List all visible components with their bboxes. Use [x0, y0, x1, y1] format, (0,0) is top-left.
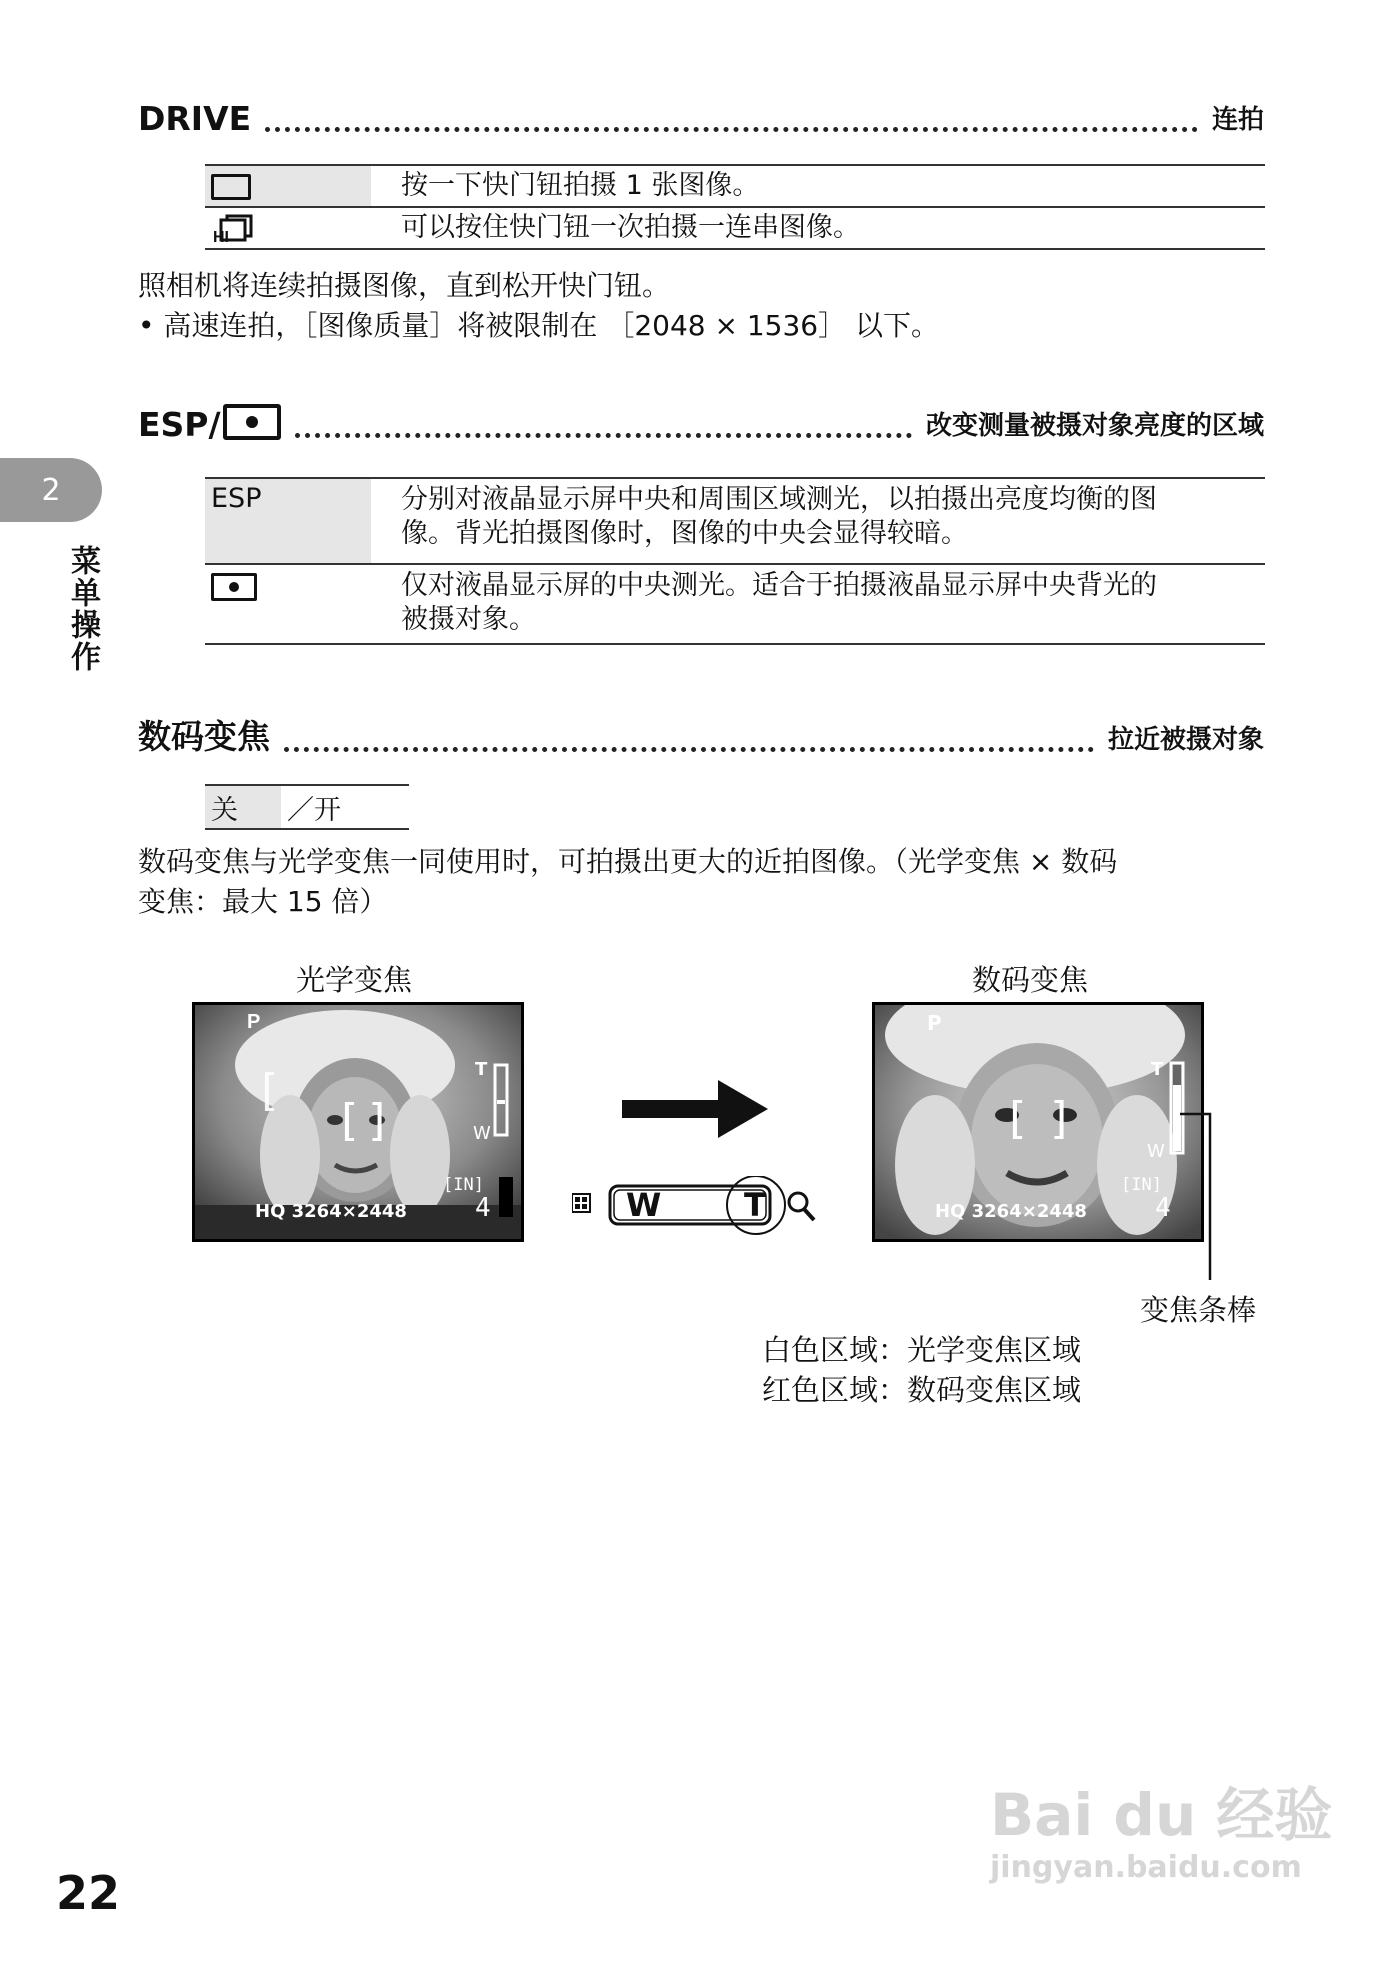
dot-leader [284, 747, 1094, 752]
option-key [205, 165, 371, 207]
dot-leader [295, 433, 912, 438]
drive-note: 照相机将连续拍摄图像，直到松开快门钮。 [138, 269, 671, 302]
svg-text:]: ] [365, 1095, 392, 1146]
table-row [205, 478, 1265, 564]
desc-line: 仅对液晶显示屏的中央测光。适合于拍摄液晶显示屏中央背光的 [401, 570, 1157, 601]
option-on: ／开 [281, 785, 409, 829]
zoom-lever-graphic [572, 1176, 822, 1236]
table-row [205, 207, 1265, 249]
esp-right-label: 改变测量被摄对象亮度的区域 [925, 411, 1264, 441]
digital-zoom-heading [138, 712, 1264, 758]
zoom-bar-callout-line [1180, 1112, 1220, 1282]
watermark-brand: Bai du 经验 [990, 1781, 1333, 1849]
drive-title: DRIVE [138, 99, 252, 138]
digital-zoom-options [205, 784, 409, 830]
red-area-legend: 红色区域：数码变焦区域 [762, 1373, 1082, 1407]
digital-zoom-caption: 数码变焦 [972, 963, 1089, 997]
zoom-t-label: T [475, 1059, 488, 1080]
optical-zoom-screen [192, 1002, 524, 1242]
watermark-url: jingyan.baidu.com [990, 1850, 1302, 1885]
digital-zoom-desc-1: 数码变焦与光学变焦一同使用时，可拍摄出更大的近拍图像。（光学变焦 × 数码 [138, 845, 1118, 878]
digital-zoom-desc-2: 变焦：最大 15 倍） [138, 885, 388, 918]
arrow-right-icon [622, 1080, 768, 1138]
dot-leader [265, 127, 1198, 132]
option-desc: 可以按住快门钮一次拍摄一连串图像。 [371, 207, 1265, 249]
svg-text:[: [ [1003, 1093, 1030, 1144]
desc-line: 被摄对象。 [401, 604, 536, 635]
option-desc [371, 478, 1265, 564]
digital-zoom-title: 数码变焦 [138, 717, 270, 756]
digital-zoom-screen [872, 1002, 1204, 1242]
chapter-number: 2 [41, 472, 61, 508]
drive-heading [138, 92, 1264, 138]
zoom-w-label: W [1147, 1141, 1165, 1162]
table-row [205, 564, 1265, 644]
desc-line: 分别对液晶显示屏中央和周围区域测光，以拍摄出亮度均衡的图 [401, 484, 1157, 515]
single-frame-icon [211, 174, 251, 200]
digital-zoom-right-label: 拉近被摄对象 [1107, 725, 1264, 755]
option-key [205, 207, 371, 249]
zoom-lever [572, 1176, 822, 1236]
spot-metering-icon [223, 404, 281, 440]
esp-heading [138, 398, 1264, 444]
esp-options-table [205, 477, 1265, 645]
spot-metering-icon [211, 573, 257, 601]
option-off: 关 [205, 785, 281, 829]
option-key [205, 564, 371, 644]
quality-indicator: HQ 3264×2448 [935, 1201, 1087, 1222]
shots-remaining: 4 [475, 1193, 491, 1223]
svg-text:[: [ [335, 1095, 362, 1146]
svg-text:[: [ [255, 1065, 282, 1116]
mode-indicator: P [927, 1011, 942, 1035]
option-key: ESP [205, 478, 371, 564]
desc-line: 像。背光拍摄图像时，图像的中央会显得较暗。 [401, 518, 968, 549]
table-row [205, 785, 409, 829]
esp-title: ESP/ [138, 405, 221, 444]
mode-indicator: P [247, 1011, 261, 1033]
page-number: 22 [56, 1866, 121, 1920]
option-desc [371, 564, 1265, 644]
svg-text:]: ] [1047, 1093, 1074, 1144]
zoom-t-label: T [1151, 1059, 1164, 1080]
shots-remaining: 4 [1155, 1193, 1171, 1223]
drive-bullet: • 高速连拍，［图像质量］将被限制在 ［2048 × 1536］ 以下。 [138, 309, 939, 342]
watermark [990, 1780, 1332, 1885]
option-desc: 按一下快门钮拍摄 1 张图像。 [371, 165, 1265, 207]
lever-t-label[interactable]: T [744, 1186, 766, 1224]
table-row [205, 165, 1265, 207]
optical-zoom-caption: 光学变焦 [296, 963, 413, 997]
hi-sequential-icon [211, 214, 255, 244]
memory-indicator: [IN] [443, 1175, 484, 1195]
lever-w-label[interactable]: W [626, 1186, 662, 1224]
svg-text:HI: HI [213, 228, 229, 244]
zoom-bar-label: 变焦条棒 [1140, 1293, 1257, 1327]
zoom-w-label: W [473, 1123, 491, 1144]
quality-indicator: HQ 3264×2448 [255, 1201, 407, 1222]
memory-indicator: [IN] [1121, 1175, 1162, 1195]
white-area-legend: 白色区域：光学变焦区域 [762, 1333, 1082, 1367]
chapter-label: 菜单操作 [65, 545, 100, 673]
drive-options-table [205, 164, 1265, 250]
chapter-tab [0, 458, 102, 522]
drive-right-label: 连拍 [1211, 105, 1264, 135]
